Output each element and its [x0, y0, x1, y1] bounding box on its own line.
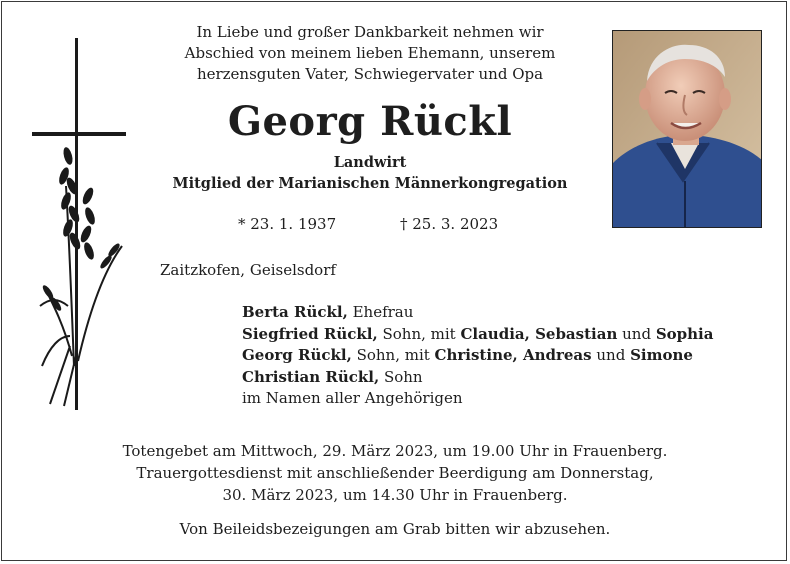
- mourner-name: Christian Rückl,: [242, 367, 380, 386]
- conjunction: und: [617, 324, 656, 343]
- mourner-name: Georg Rückl,: [242, 346, 352, 364]
- role-block: [150, 152, 590, 194]
- deceased-name: Georg Rückl: [227, 98, 513, 145]
- mourner-name: Siegfried Rückl,: [242, 324, 378, 343]
- relatives-line: im Namen aller Angehörigen: [242, 389, 463, 407]
- service-line: 30. März 2023, um 14.30 Uhr in Frauenberg.: [222, 486, 568, 504]
- service-line: Totengebet am Mittwoch, 29. März 2023, um 19.00 Uhr in Frauenberg.: [122, 442, 668, 460]
- relation-text: Sohn: [379, 367, 423, 386]
- condolence-note: Von Beileidsbezeigungen am Grab bitten wir abzusehen.: [179, 520, 611, 538]
- relation-text: Sohn, mit: [351, 346, 435, 364]
- birth-date: * 23. 1. 1937: [238, 215, 337, 233]
- mourner-row: [242, 367, 713, 389]
- grandchildren-names: Claudia, Sebastian: [460, 324, 618, 343]
- grandchild-name: Sophia: [655, 324, 714, 343]
- mourner-row: [242, 324, 713, 346]
- mourners-list: [242, 302, 713, 410]
- conjunction: und: [591, 346, 631, 364]
- intro-text: [150, 22, 590, 85]
- membership: Mitglied der Marianischen Männerkongregation: [172, 175, 568, 192]
- intro-line: In Liebe und großer Dankbarkeit nehmen wir: [196, 23, 544, 41]
- mourner-row: [242, 302, 713, 324]
- service-line: Trauergottesdienst mit anschließender Beerdigung am Donnerstag,: [136, 464, 654, 482]
- intro-line: Abschied von meinem lieben Ehemann, unserem: [184, 44, 556, 62]
- relation-text: Sohn, mit: [377, 324, 461, 343]
- occupation: Landwirt: [333, 154, 407, 171]
- residence: Zaitzkofen, Geiselsdorf: [160, 261, 336, 279]
- mourner-row: [242, 345, 713, 367]
- death-date: † 25. 3. 2023: [400, 215, 499, 233]
- cross-with-wheat-icon: [28, 36, 128, 412]
- portrait-photo: [612, 30, 762, 228]
- mourner-name: Berta Rückl,: [242, 303, 348, 321]
- portrait-illustration: [613, 31, 762, 228]
- intro-line: herzensguten Vater, Schwiegervater und Opa: [196, 65, 544, 83]
- relation-text: Ehefrau: [347, 303, 414, 321]
- service-info: [40, 440, 750, 506]
- grandchildren-names: Christine, Andreas: [434, 346, 592, 364]
- grandchild-name: Simone: [630, 346, 693, 364]
